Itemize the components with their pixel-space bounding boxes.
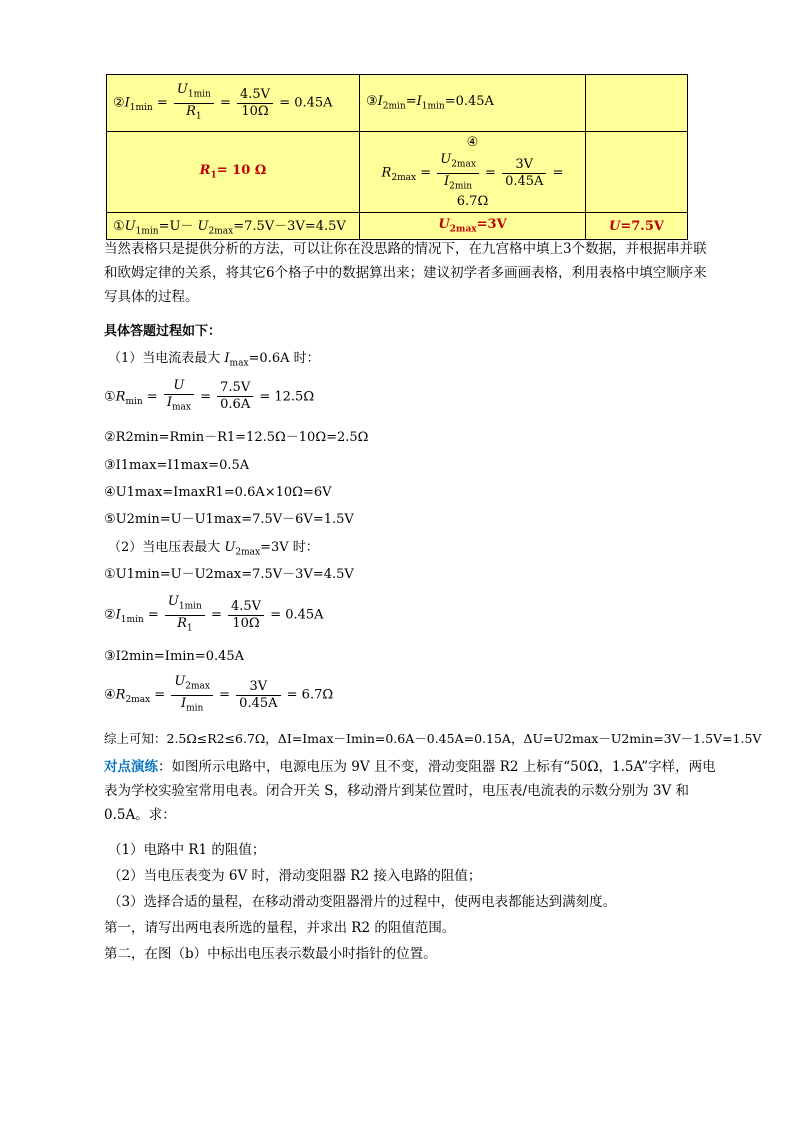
part2-step1: ①U1min=U－U2max=7.5V－3V=4.5V — [104, 567, 354, 582]
exercise-paragraph: 对点演练：如图所示电路中，电源电压为 9V 且不变，滑动变阻器 R2 上标有“50Ω，1.5A”字样，两电表为学校实验室常用电表。闭合开关 S，移动滑片到某位置时，电压表/电流表的示数分别为 3V 和 0.5A。求： — [104, 759, 716, 823]
cell-r1c2: $③I_{2min}=I_{1min}=0.45A$ — [360, 75, 586, 132]
cell-r1c3 — [586, 75, 688, 132]
cell-r3c2: $U_{2max}=3V$ — [360, 213, 586, 240]
question-3-part1: 第一，请写出两电表所选的量程，并求出 R2 的阻值范围。 — [104, 920, 456, 936]
part2-step3: ③I2min=Imin=0.45A — [104, 649, 245, 664]
cell-r2c2: ④ $R_{2max}$ = $\frac{U_{2max}}{I_{2min}}$ = $\frac{3V}{0.45A}$ = 6.7Ω — [360, 132, 586, 213]
part2-title: （2）当电压表最大 $U_{2max}=3V$ 时： — [108, 540, 319, 558]
cell-r1c1: $②I_{1min}$ = $\frac{U_{1min}}{R_1}$ = $\frac{4.5V}{10\Omega}$ = 0.45A — [107, 75, 360, 132]
part1-step4: ④U1max=ImaxR1=0.6A×10Ω=6V — [104, 485, 332, 500]
cell-r3c1: $①U_{1min}=U- U_{2max}=7.5V-3V=4.5V$ — [107, 213, 360, 240]
summary-line: 综上可知：2.5Ω≤R2≤6.7Ω，ΔI=Imax－Imin=0.6A－0.45A=0.15A，ΔU=U2max－U2min=3V－1.5V=1.5V — [104, 731, 762, 746]
part1-step1: $①R_{min}$ = $\frac{U}{I_{max}}$ = $\frac{7.5V}{0.6A}$ = 12.5Ω — [104, 378, 315, 413]
question-3-part2: 第二，在图（b）中标出电压表示数最小时指针的位置。 — [104, 946, 437, 962]
part1-step5: ⑤U2min=U－U1max=7.5V－6V=1.5V — [104, 512, 354, 527]
cell-r2c1: $R_1= 10$ Ω — [107, 132, 360, 213]
part1-step3: ③I1max=I1max=0.5A — [104, 458, 250, 473]
question-2: （2）当电压表变为 6V 时，滑动变阻器 R2 接入电路的阻值； — [108, 868, 482, 884]
part2-step2: $②I_{1min}$ = $\frac{U_{1min}}{R_1}$ = $\frac{4.5V}{10\Omega}$ = 0.45A — [104, 594, 324, 634]
question-3: （3）选择合适的量程，在移动滑动变阻器滑片的过程中，使两电表都能达到满刻度。 — [108, 894, 617, 910]
part1-step2: ②R2min=Rmin－R1=12.5Ω－10Ω=2.5Ω — [104, 430, 369, 445]
answer-heading: 具体答题过程如下： — [104, 324, 222, 339]
part2-step4: $④R_{2max}$ = $\frac{U_{2max}}{I_{min}}$ = $\frac{3V}{0.45A}$ = 6.7Ω — [104, 674, 334, 714]
nine-grid-table — [106, 74, 688, 240]
cell-r2c3 — [586, 132, 688, 213]
cell-r3c3: U=7.5V — [586, 213, 688, 240]
intro-paragraph: 当然表格只是提供分析的方法，可以让你在没思路的情况下，在九宫格中填上3个数据，并根据串并联和欧姆定律的关系，将其它6个格子中的数据算出来；建议初学者多画画表格，利用表格中填空顺序来写具体的过程。 — [104, 241, 707, 305]
question-1: （1）电路中 R1 的阻值； — [108, 842, 266, 858]
part1-title: （1）当电流表最大 $I_{max}=0.6A$ 时： — [108, 351, 320, 369]
